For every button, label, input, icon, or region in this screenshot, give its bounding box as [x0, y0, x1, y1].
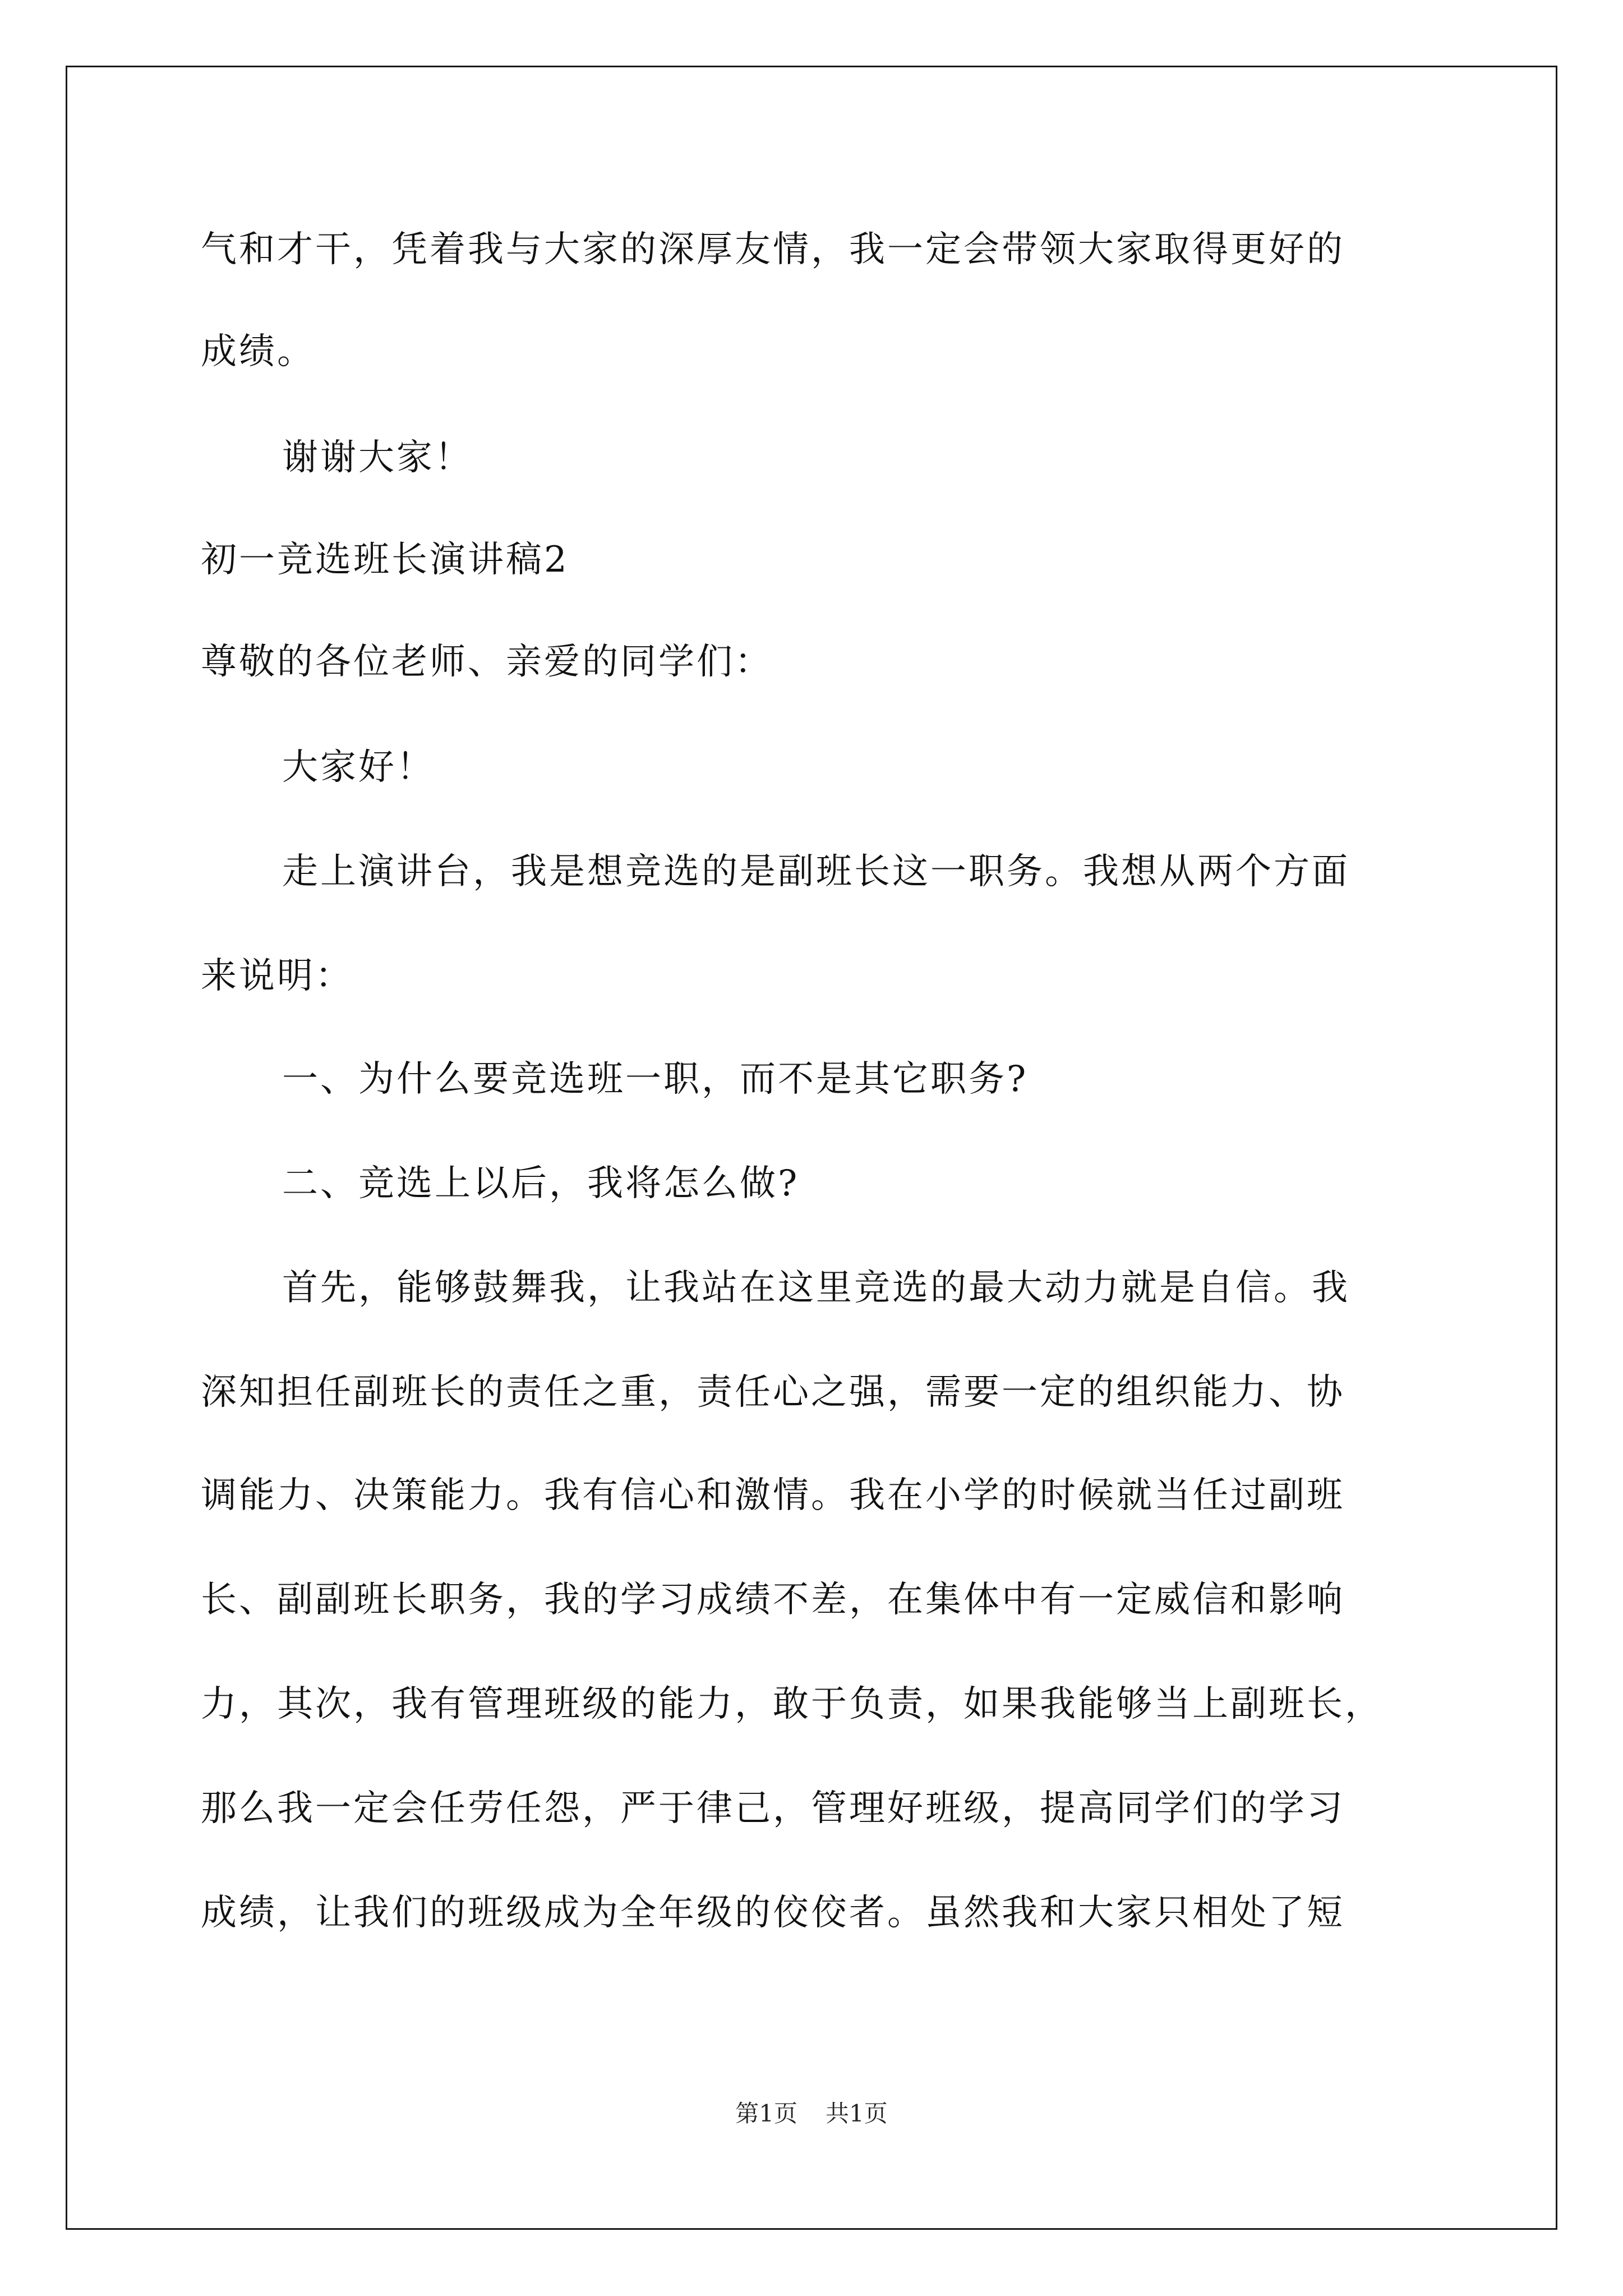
page-total: 共1页 — [826, 2100, 888, 2127]
paragraph-line-5: 调能力、决策能力。我有信心和激情。我在小学的时候就当任过副班 — [201, 1475, 1345, 1516]
paragraph-line-7: 力，其次，我有管理班级的能力，敢于负责，如果我能够当上副班长， — [201, 1683, 1383, 1725]
body-line-1: 气和才干，凭着我与大家的深厚友情，我一定会带领大家取得更好的 — [201, 229, 1345, 270]
question-one-line: 一、为什么要竞选班一职，而不是其它职务? — [282, 1059, 1029, 1100]
thanks-line: 谢谢大家！ — [282, 437, 473, 478]
page-number: 第1页 — [735, 2100, 797, 2127]
paragraph-line-9: 成绩，让我们的班级成为全年级的佼佼者。虽然我和大家只相处了短 — [201, 1892, 1345, 1934]
paragraph-line-2: 来说明： — [201, 955, 353, 997]
question-two-line: 二、竞选上以后，我将怎么做? — [282, 1163, 800, 1204]
paragraph-line-6: 长、副副班长职务，我的学习成绩不差，在集体中有一定威信和影响 — [201, 1579, 1345, 1621]
paragraph-line-8: 那么我一定会任劳任怨，严于律己，管理好班级，提高同学们的学习 — [201, 1788, 1345, 1829]
paragraph-line-4: 深知担任副班长的责任之重，责任心之强，需要一定的组织能力、协 — [201, 1372, 1345, 1413]
paragraph-line-3: 首先，能够鼓舞我，让我站在这里竞选的最大动力就是自信。我 — [282, 1267, 1350, 1309]
salutation-line: 尊敬的各位老师、亲爱的同学们： — [201, 641, 773, 683]
body-line-2: 成绩。 — [201, 331, 315, 372]
page-footer — [0, 2097, 1623, 2131]
greeting-line: 大家好！ — [282, 747, 435, 788]
section-title: 初一竞选班长演讲稿2 — [201, 539, 569, 581]
paragraph-line-1: 走上演讲台，我是想竞选的是副班长这一职务。我想从两个方面 — [282, 851, 1350, 892]
